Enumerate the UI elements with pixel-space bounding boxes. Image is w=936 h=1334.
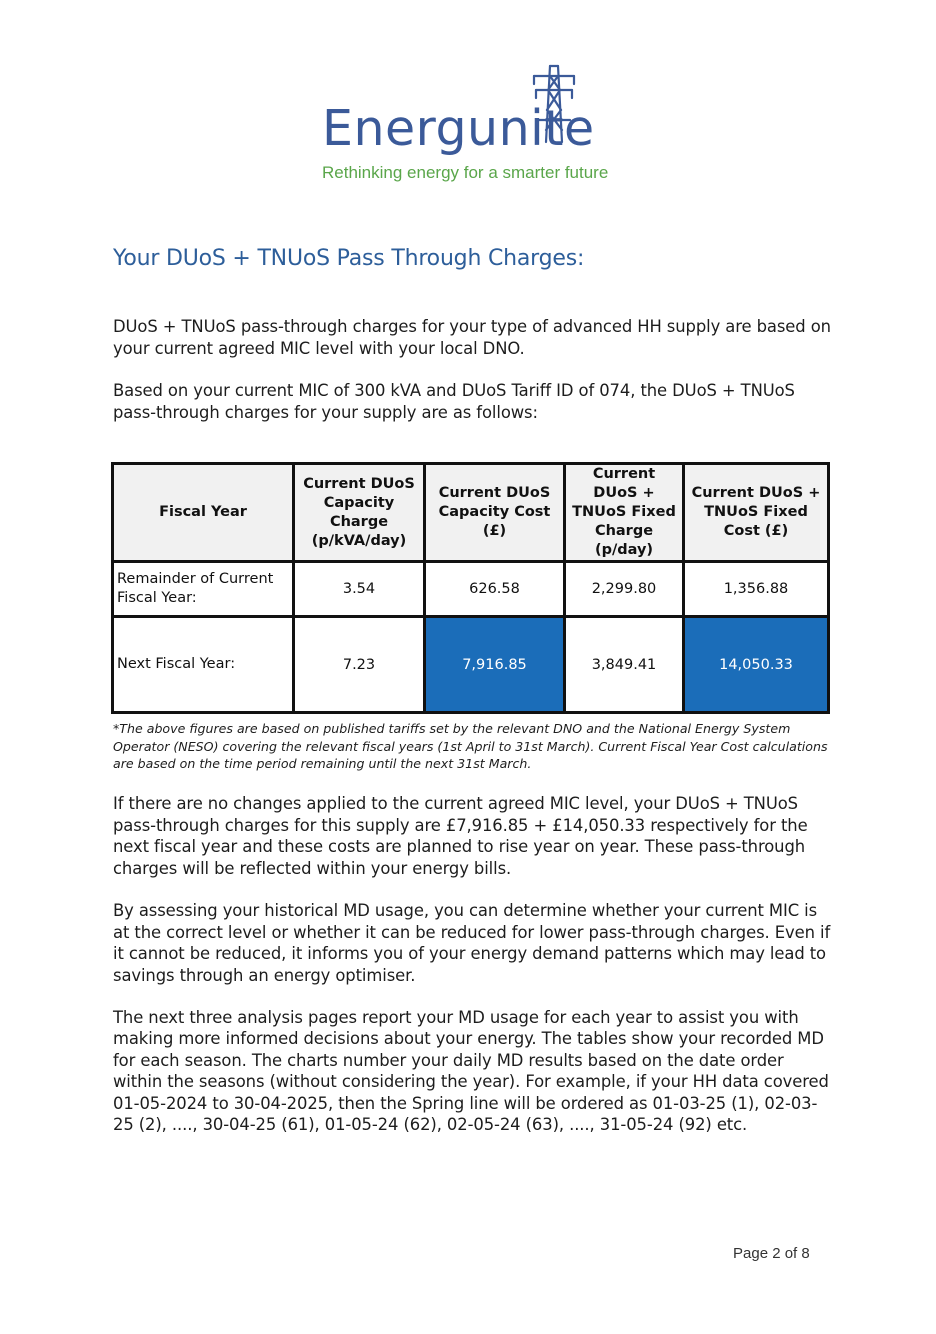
header-fixed-charge: Current DUoS + TNUoS Fixed Charge (p/day) [565, 464, 684, 562]
header-duos-capacity-charge: Current DUoS Capacity Charge (p/kVA/day) [294, 464, 425, 562]
logo-wordmark: Energunite [322, 100, 595, 157]
table-cell: 2,299.80 [565, 562, 684, 617]
body-paragraph-3: The next three analysis pages report your MD usage for each year to assist you with making more informed decisions about your energy. The tables show your recorded MD for each season. The charts number your daily MD results based on the date order within the seasons (without considering the year). For example, if your HH data covered 01-05-2024 to 30-04-2025, then the Spring line will be ordered as 01-03-25 (1), 02-03-25 (2), ...., 30-04-25 (61), 01-05-24 (62), 02-05-24 (63), ...., 31-05-24 (92) etc. [113, 1008, 829, 1135]
logo-tagline: Rethinking energy for a smarter future [322, 163, 609, 182]
highlighted-cell: 7,916.85 [425, 617, 565, 713]
highlighted-cell: 14,050.33 [684, 617, 829, 713]
table-cell: 626.58 [425, 562, 565, 617]
row-label: Remainder of Current Fiscal Year: [113, 562, 294, 617]
body-paragraph-2: By assessing your historical MD usage, you can determine whether your current MIC is at the correct level or whether it can be reduced for lower pass-through charges. Even if it cannot be reduced, it informs you of your energy demand patterns which may lead to savings through an energy optimiser. [113, 901, 831, 985]
body-paragraph-1: If there are no changes applied to the current agreed MIC level, your DUoS + TNUoS pass-through charges for this supply are £7,916.85 + £14,050.33 respectively for the next fiscal year and these costs are planned to rise year on year. These pass-through charges will be reflected within your energy bills. [113, 794, 808, 878]
table-row [113, 562, 829, 617]
intro-paragraph-2: Based on your current MIC of 300 kVA and DUoS Tariff ID of 074, the DUoS + TNUoS pass-through charges for your supply are as follows: [113, 381, 795, 422]
intro-paragraph-1: DUoS + TNUoS pass-through charges for your type of advanced HH supply are based on your current agreed MIC level with your local DNO. [113, 317, 831, 358]
charges-table [111, 462, 830, 714]
table-header-row [113, 464, 829, 562]
footnote: *The above figures are based on published tariffs set by the relevant DNO and the National Energy System Operator (NESO) covering the relevant fiscal years (1st April to 31st March). Current Fiscal Year Cost calculations are based on the time period remaining until the next 31st March. [113, 721, 828, 771]
header-fixed-cost: Current DUoS + TNUoS Fixed Cost (£) [684, 464, 829, 562]
logo [320, 62, 620, 186]
table-cell: 7.23 [294, 617, 425, 713]
table-cell: 3,849.41 [565, 617, 684, 713]
table-cell: 3.54 [294, 562, 425, 617]
table-cell: 1,356.88 [684, 562, 829, 617]
page-number: Page 2 of 8 [733, 1245, 810, 1262]
header-duos-capacity-cost: Current DUoS Capacity Cost (£) [425, 464, 565, 562]
row-label: Next Fiscal Year: [113, 617, 294, 713]
header-fiscal-year: Fiscal Year [113, 464, 294, 562]
table-row [113, 617, 829, 713]
page-heading: Your DUoS + TNUoS Pass Through Charges: [113, 246, 585, 271]
